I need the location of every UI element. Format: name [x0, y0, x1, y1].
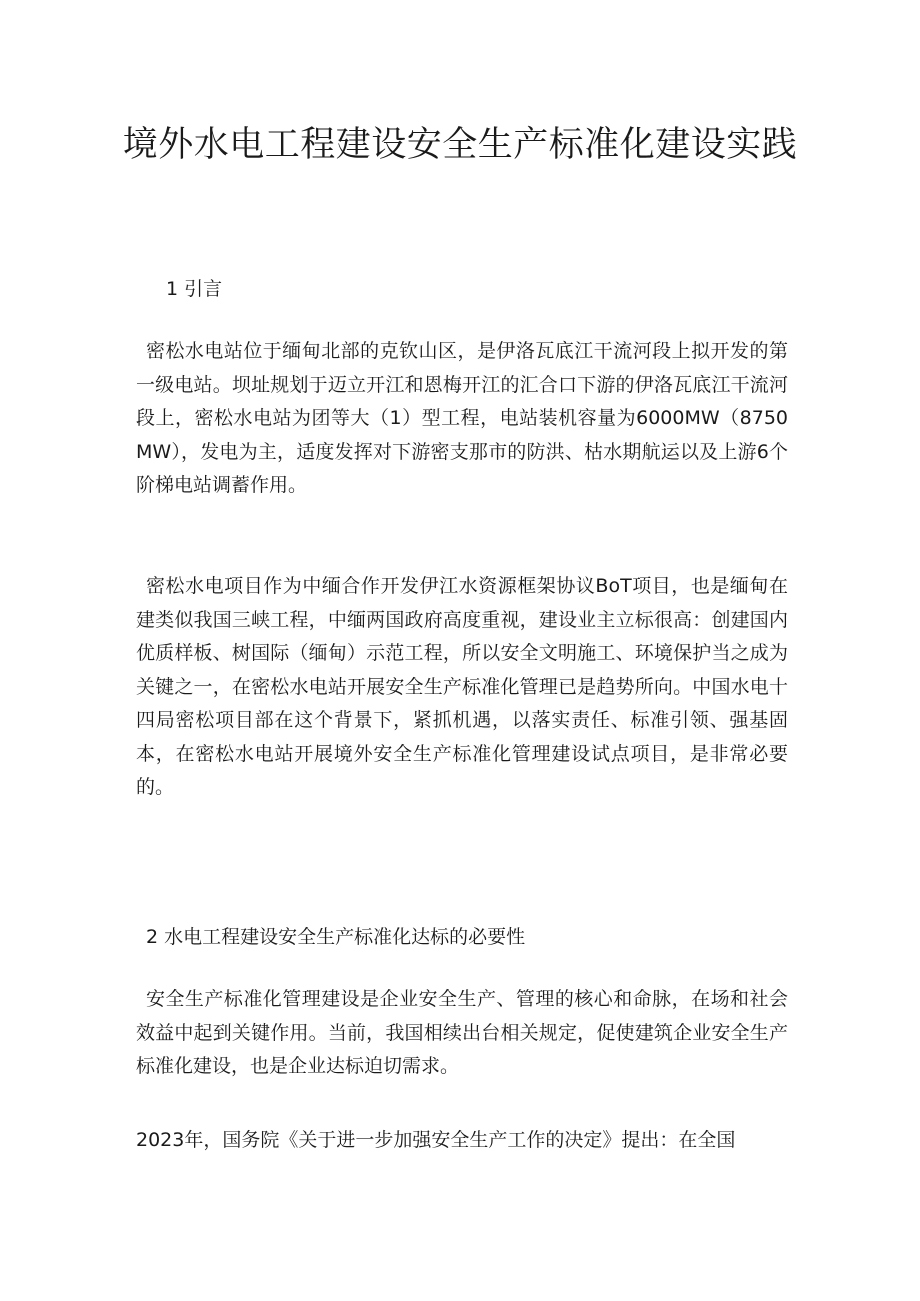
document-title: 境外水电工程建设安全生产标准化建设实践 [122, 125, 798, 165]
paragraph-project-location: 密松水电站位于缅甸北部的克钦山区，是伊洛瓦底江干流河段上拟开发的第一级电站。坝址规划于迈立开江和恩梅开江的汇合口下游的伊洛瓦底江干流河段上，密松水电站为团等大（1）型工程，电站装机容量为6000MW（8750MW），发电为主，适度发挥对下游密支那市的防洪、枯水期航运以及上游6个阶梯电站调蓄作用。 [136, 340, 788, 496]
paragraph-state-council-decision: 2023年，国务院《关于进一步加强安全生产工作的决定》提出：在全国 [136, 1129, 736, 1151]
section-heading-necessity: 2 水电工程建设安全生产标准化达标的必要性 [146, 926, 526, 948]
paragraph-project-significance: 密松水电项目作为中缅合作开发伊江水资源框架协议BoT项目，也是缅甸在建类似我国三峡工程，中缅两国政府高度重视，建设业主立标很高：创建国内优质样板、树国际（缅甸）示范工程，所以安全文明施工、环境保护当之成为关键之一，在密松水电站开展安全生产标准化管理已是趋势所向。中国水电十四局密松项目部在这个背景下，紧抓机遇，以落实责任、标准引领、强基固本，在密松水电站开展境外安全生产标准化管理建设试点项目，是非常必要的。 [136, 575, 788, 798]
paragraph-standardization-core: 安全生产标准化管理建设是企业安全生产、管理的核心和命脉，在场和社会效益中起到关键作用。当前，我国相续出台相关规定，促使建筑企业安全生产标准化建设，也是企业达标迫切需求。 [136, 988, 788, 1077]
section-heading-introduction: 1 引言 [166, 278, 223, 300]
